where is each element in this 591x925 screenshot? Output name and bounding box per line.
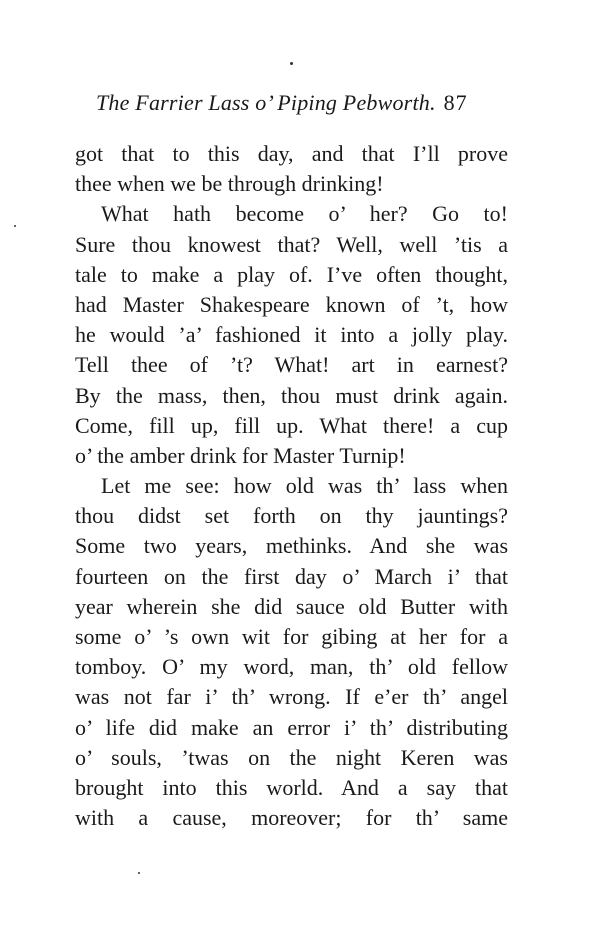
text-line: Come, fill up, fill up. What there! a cup [75,412,508,438]
text-line: fourteen on the first day o’ March i’ that [75,563,508,589]
text-line: got that to this day, and that I’ll prove [75,141,508,166]
text-line: o’ souls, ’twas on the night Keren was [75,744,508,770]
body-text [75,139,508,833]
text-line: By the mass, then, thou must drink again. [75,382,508,408]
text-line: Some two years, methinks. And she was [75,533,508,559]
text-line: thou didst set forth on thy jauntings? [75,503,508,529]
text-line: brought into this world. And a say that [75,774,508,800]
running-header [96,88,516,118]
text-line: tale to make a play of. I’ve often thought, [75,261,508,287]
print-speck-left [14,225,16,227]
text-line: o’ life did make an error i’ th’ distributing [75,714,508,740]
text-line: with a cause, moreover; for th’ same [75,805,508,831]
paragraph-start-line: Let me see: how old was th’ lass when [101,473,508,499]
text-line: o’ the amber drink for Master Turnip! [75,442,406,468]
paragraph-start-line: What hath become o’ her? Go to! [101,201,508,227]
text-line: he would ’a’ fashioned it into a jolly play. [75,322,508,348]
text-line: some o’ ’s own wit for gibing at her for a [75,624,508,649]
text-line: tomboy. O’ my word, man, th’ old fellow [75,654,508,680]
text-line: Tell thee of ’t? What! art in earnest? [75,352,508,378]
print-speck-top [290,62,293,65]
text-line: Sure thou knowest that? Well, well ’tis a [75,231,508,257]
running-title: The Farrier Lass o’ Piping Pebworth. [96,90,436,115]
page-number: 87 [443,90,468,115]
text-line: had Master Shakespeare known of ’t, how [75,291,508,317]
text-line: thee when we be through drinking! [75,171,384,197]
text-line: was not far i’ th’ wrong. If e’er th’ angel [75,684,508,710]
text-line: year wherein she did sauce old Butter with [75,593,508,619]
print-speck-bottom [138,872,140,874]
